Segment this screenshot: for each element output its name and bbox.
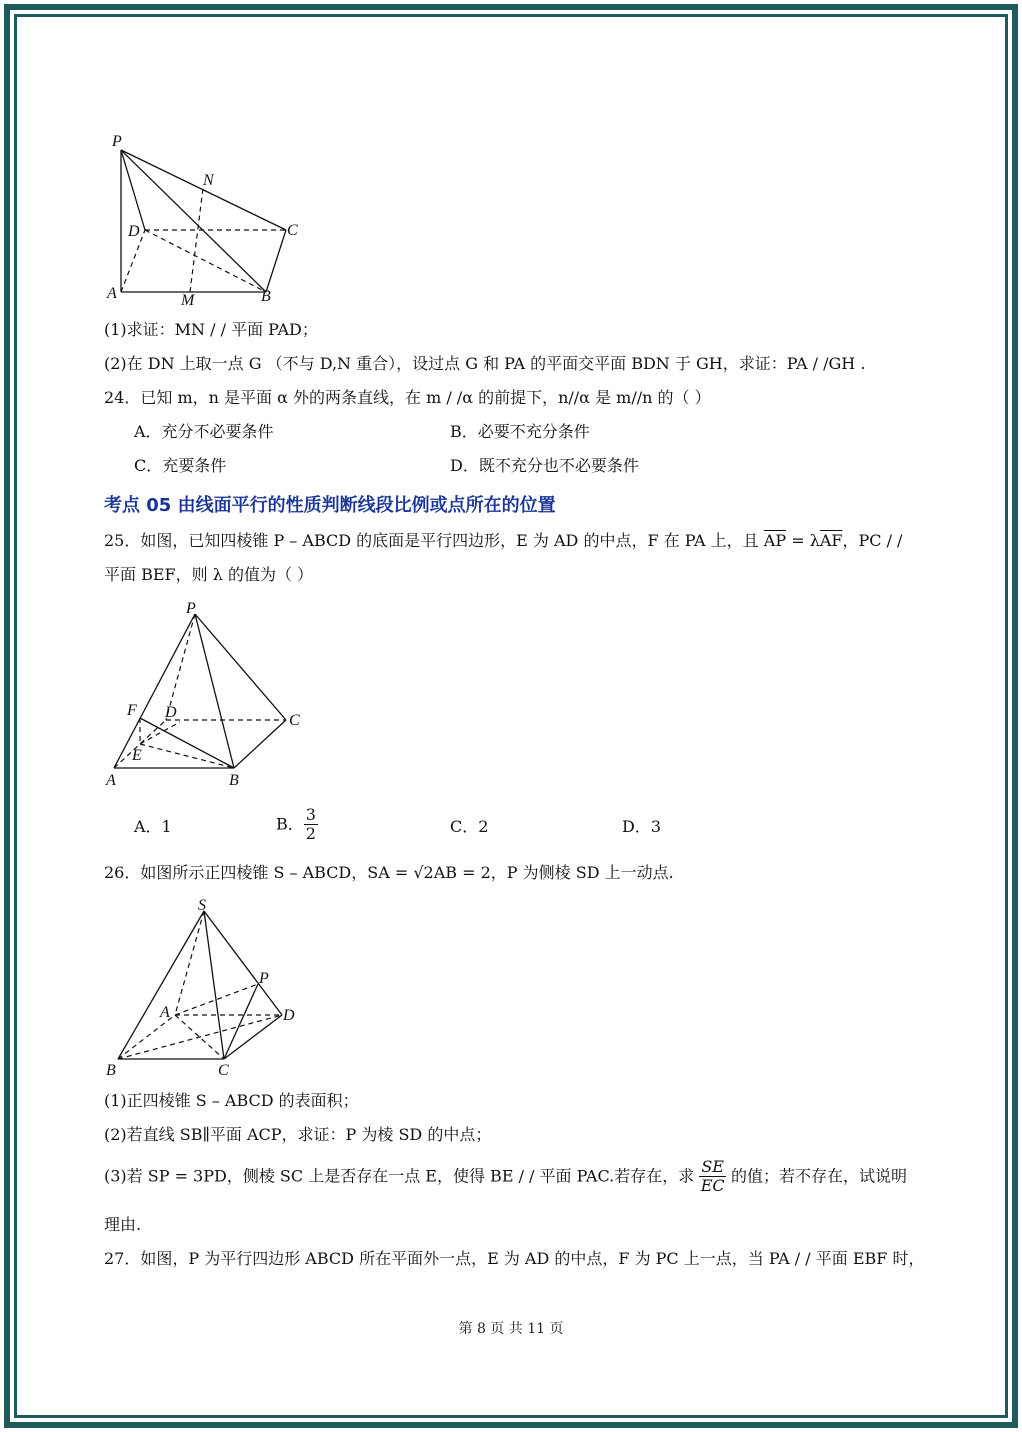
q25-option-b-numerator: 3 (305, 805, 316, 824)
label-C: C (287, 222, 298, 239)
label-A: A (160, 1004, 170, 1021)
q26-part3-end: 的值；若不存在，试说明 (725, 1166, 908, 1186)
label-B: B (106, 1062, 116, 1079)
label-S: S (198, 897, 206, 914)
label-B: B (229, 772, 239, 789)
label-F: F (127, 702, 137, 719)
q24-option-c: C．充要条件 (134, 456, 227, 475)
q25-line1-start: 25．如图，已知四棱锥 P – ABCD 的底面是平行四边形，E 为 AD 的中点，F 在 PA 上，且 (104, 531, 764, 550)
label-P: P (186, 600, 196, 617)
q27-stem: 27．如图，P 为平行四边形 ABCD 所在平面外一点，E 为 AD 的中点，F 为 PC 上一点，当 PA / / 平面 EBF 时， (104, 1249, 925, 1268)
q25-option-d: D．3 (622, 817, 662, 836)
q23-part1: (1)求证：MN / / 平面 PAD； (104, 320, 318, 339)
fraction-numerator: SE (701, 1157, 724, 1176)
label-P: P (112, 133, 122, 150)
q25-option-c: C．2 (450, 817, 489, 836)
section-heading: 考点 05 由线面平行的性质判断线段比例或点所在的位置 (104, 495, 556, 516)
q25-option-b-denominator: 2 (305, 824, 316, 843)
q25-option-b-prefix: B． (276, 814, 304, 834)
label-D: D (165, 704, 177, 721)
q26-part1: (1)正四棱锥 S – ABCD 的表面积； (104, 1091, 359, 1110)
q26-part3 (104, 1158, 907, 1195)
vector-af: $\overline{AF}$ (819, 531, 843, 550)
q25-option-a: A．1 (134, 817, 172, 836)
figure-pyramid-sabcd (100, 895, 320, 1085)
vector-ap: $\overline{AP}$ (763, 531, 787, 550)
q26-part3-continued: 理由. (104, 1215, 142, 1234)
q25-line2: 平面 BEF，则 λ 的值为（ ） (104, 565, 314, 584)
label-N: N (203, 172, 214, 189)
q24-option-d: D．既不充分也不必要条件 (450, 456, 639, 475)
q26-part2: (2)若直线 SB∥平面 ACP，求证：P 为棱 SD 的中点； (104, 1125, 492, 1144)
figure-pyramid-pabcd-1 (100, 128, 320, 313)
label-M: M (181, 292, 195, 309)
q23-part2: (2)在 DN 上取一点 G （不与 D,N 重合），设过点 G 和 PA 的平面交平面 BDN 于 GH，求证：PA / /GH . (104, 354, 866, 373)
label-B: B (261, 288, 271, 305)
q25-line1-end: ，PC / / (842, 531, 903, 550)
q25-line1 (104, 530, 902, 552)
label-A: A (106, 772, 116, 789)
q26-part3-start: (3)若 SP = 3PD，侧棱 SC 上是否存在一点 E，使得 BE / / 平面 PAC.若存在，求 (104, 1166, 700, 1186)
q24-stem: 24．已知 m，n 是平面 α 外的两条直线，在 m / /α 的前提下，n//α 是 m//n 的（ ） (104, 388, 711, 407)
q24-option-b: B．必要不充分条件 (450, 422, 590, 441)
fraction-denominator: EC (700, 1176, 725, 1195)
label-P: P (259, 970, 269, 987)
label-C: C (218, 1062, 229, 1079)
q25-eq: = λ (786, 531, 820, 550)
label-E: E (132, 747, 142, 764)
q26-stem: 26．如图所示正四棱锥 S – ABCD，SA = √2AB = 2，P 为侧棱 SD 上一动点. (104, 863, 674, 882)
label-D: D (283, 1007, 295, 1024)
q25-option-b (276, 806, 318, 843)
page-footer: 第 8 页 共 11 页 (458, 1321, 564, 1337)
label-D: D (128, 223, 140, 240)
figure-pyramid-pabcd-2 (100, 598, 320, 793)
label-C: C (289, 712, 300, 729)
label-A: A (107, 285, 117, 302)
q24-option-a: A．充分不必要条件 (134, 422, 274, 441)
